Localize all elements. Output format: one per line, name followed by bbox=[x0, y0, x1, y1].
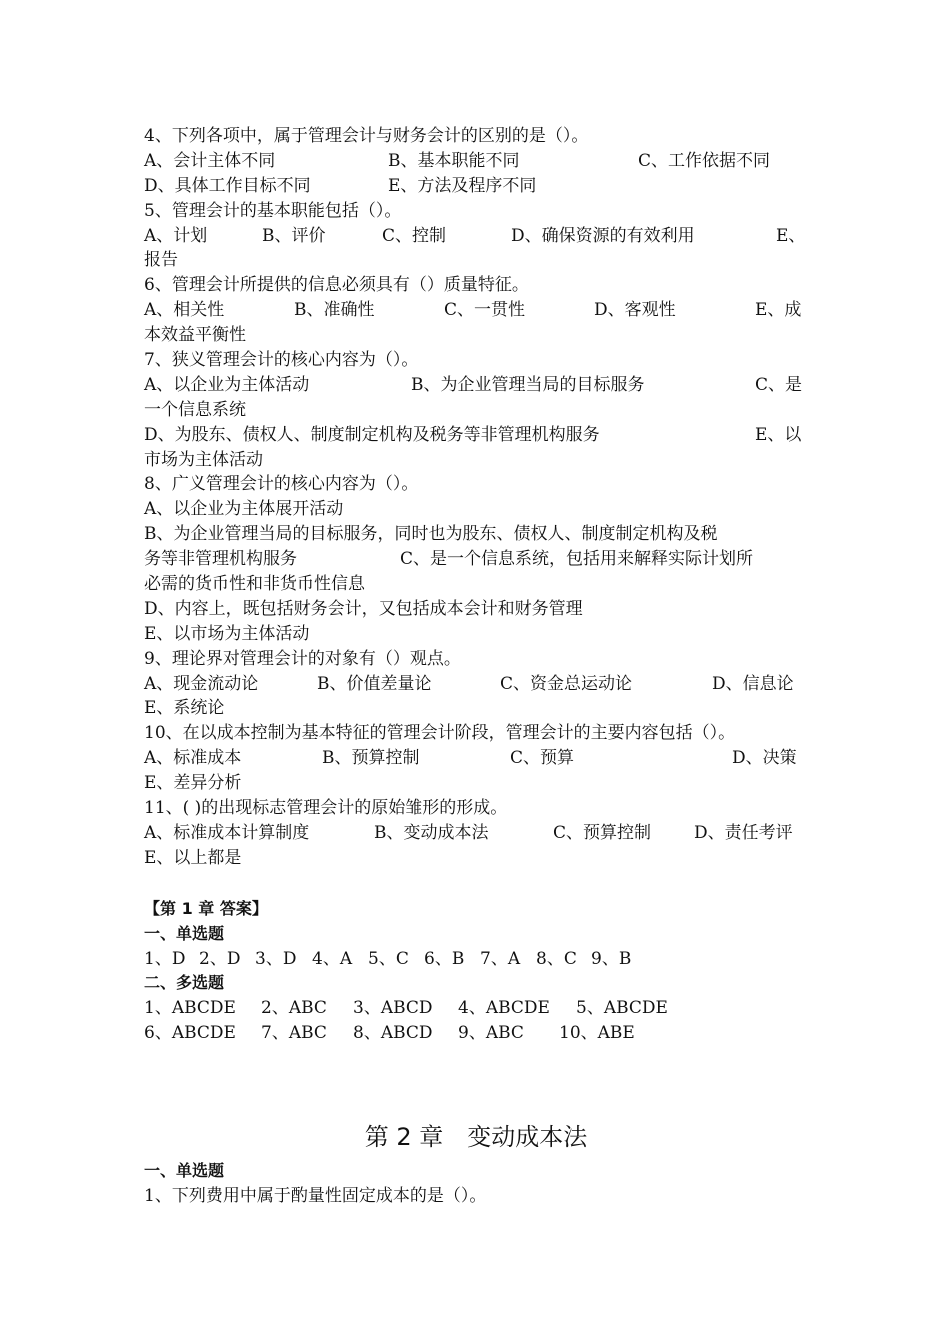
chapter-2-question-1: 1、下列费用中属于酌量性固定成本的是（）。 bbox=[144, 1185, 487, 1206]
answers-single-heading: 一、单选题 bbox=[144, 923, 225, 943]
question-8: 8、广义管理会计的核心内容为（）。 bbox=[144, 474, 419, 495]
question-7-options-cont2: 市场为主体活动 bbox=[144, 449, 263, 470]
question-8-option-c-cont: 必需的货币性和非货币性信息 bbox=[144, 574, 365, 595]
question-7: 7、狭义管理会计的核心内容为（）。 bbox=[144, 350, 419, 371]
answers-multi-heading: 二、多选题 bbox=[144, 973, 225, 993]
chapter-2-single-heading: 一、单选题 bbox=[144, 1161, 225, 1181]
chapter-2-title: 第 2 章 变动成本法 bbox=[364, 1123, 588, 1152]
question-4-options-row2: D、具体工作目标不同 E、方法及程序不同 bbox=[144, 175, 537, 196]
question-8-option-e: E、以市场为主体活动 bbox=[144, 623, 310, 644]
question-8-option-a: A、以企业为主体展开活动 bbox=[144, 499, 344, 520]
answers-multi-row1: 1、ABCDE 2、ABC 3、ABCD 4、ABCDE 5、ABCDE bbox=[144, 998, 668, 1019]
question-10: 10、在以成本控制为基本特征的管理会计阶段，管理会计的主要内容包括（）。 bbox=[144, 723, 736, 744]
answers-single-row: 1、D 2、D 3、D 4、A 5、C 6、B 7、A 8、C 9、B bbox=[144, 948, 632, 969]
question-6: 6、管理会计所提供的信息必须具有（）质量特征。 bbox=[144, 275, 529, 296]
question-11-options-cont: E、以上都是 bbox=[144, 847, 242, 868]
answers-multi-row2: 6、ABCDE 7、ABC 8、ABCD 9、ABC 10、ABE bbox=[144, 1023, 635, 1044]
question-8-option-d: D、内容上，既包括财务会计，又包括成本会计和财务管理 bbox=[144, 598, 583, 619]
question-7-options-row2: D、为股东、债权人、制度制定机构及税务等非管理机构服务 E、以 bbox=[144, 424, 802, 445]
question-9: 9、理论界对管理会计的对象有（）观点。 bbox=[144, 648, 461, 669]
question-11-options: A、标准成本计算制度 B、变动成本法 C、预算控制 D、责任考评 bbox=[144, 822, 793, 843]
question-6-options-cont: 本效益平衡性 bbox=[144, 325, 246, 346]
question-8-option-b: B、为企业管理当局的目标服务，同时也为股东、债权人、制度制定机构及税 bbox=[144, 524, 718, 545]
question-4-options-row1: A、会计主体不同 B、基本职能不同 C、工作依据不同 bbox=[144, 150, 771, 171]
question-9-options-cont: E、系统论 bbox=[144, 698, 225, 719]
question-8-option-b-cont: 务等非管理机构服务 C、是一个信息系统，包括用来解释实际计划所 bbox=[144, 549, 754, 570]
question-5-options-cont: 报告 bbox=[144, 250, 178, 271]
question-11: 11、( )的出现标志管理会计的原始雏形的形成。 bbox=[144, 798, 508, 819]
question-9-options: A、现金流动论 B、价值差量论 C、资金总运动论 D、信息论 bbox=[144, 673, 794, 694]
question-4: 4、下列各项中，属于管理会计与财务会计的区别的是（）。 bbox=[144, 126, 589, 146]
question-7-options-cont1: 一个信息系统 bbox=[144, 399, 246, 420]
question-5: 5、管理会计的基本职能包括（）。 bbox=[144, 200, 402, 221]
question-10-options: A、标准成本 B、预算控制 C、预算 D、决策 bbox=[144, 748, 797, 769]
question-5-options: A、计划 B、评价 C、控制 D、确保资源的有效利用 E、 bbox=[144, 225, 806, 246]
question-10-options-cont: E、差异分析 bbox=[144, 773, 242, 794]
question-7-options-row1: A、以企业为主体活动 B、为企业管理当局的目标服务 C、是 bbox=[144, 374, 803, 395]
answers-title: 【第 1 章 答案】 bbox=[144, 898, 268, 918]
document-body bbox=[144, 124, 808, 1209]
question-6-options: A、相关性 B、准确性 C、一贯性 D、客观性 E、成 bbox=[144, 300, 802, 321]
